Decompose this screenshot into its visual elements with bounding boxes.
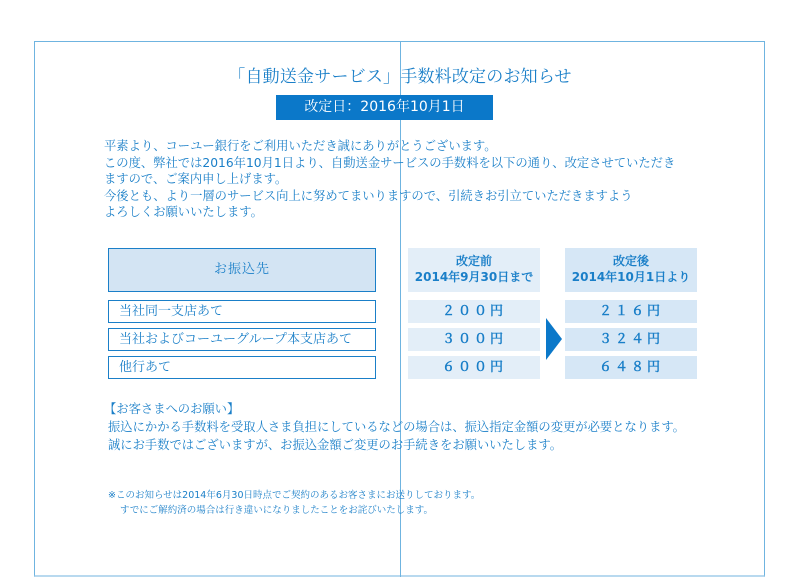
destination-row-group-branches: 当社およびコーユーグループ本支店あて bbox=[108, 328, 376, 351]
footnote-line: すでにご解約済の場合は行き違いになりましたことをお詫びいたします。 bbox=[120, 505, 434, 516]
fee-after-other-banks: ６４８円 bbox=[565, 356, 697, 379]
after-revision-period: 2014年10月1日より bbox=[571, 270, 691, 284]
fee-before-other-banks: ６００円 bbox=[408, 356, 540, 379]
intro-line: この度、弊社では2016年10月1日より、自動送金サービスの手数料を以下の通り、改定させていただき bbox=[104, 155, 676, 170]
customer-notice-line: 振込にかかる手数料を受取人さま負担にしているなどの場合は、振込指定金額の変更が必要となります。 bbox=[108, 420, 685, 434]
destination-row-same-branch: 当社同一支店あて bbox=[108, 300, 376, 323]
destination-row-other-banks: 他行あて bbox=[108, 356, 376, 379]
customer-notice bbox=[104, 400, 685, 454]
fee-before-group-branches: ３００円 bbox=[408, 328, 540, 351]
customer-notice-heading: 【お客さまへのお願い】 bbox=[104, 402, 240, 416]
intro-paragraph bbox=[104, 138, 724, 221]
intro-line: 今後とも、より一層のサービス向上に努めてまいりますので、引続きお引立ていただきますよう bbox=[104, 188, 633, 203]
footnote-line: ※このお知らせは2014年6月30日時点でご契約のあるお客さまにお送りしております。 bbox=[108, 490, 481, 501]
before-revision-header bbox=[408, 248, 540, 292]
fee-before-same-branch: ２００円 bbox=[408, 300, 540, 323]
revision-date-banner: 改定日：2016年10月1日 bbox=[276, 95, 493, 120]
after-revision-label: 改定後 bbox=[612, 254, 649, 268]
before-revision-period: 2014年9月30日まで bbox=[414, 270, 534, 284]
footnote bbox=[108, 488, 480, 518]
fee-after-same-branch: ２１６円 bbox=[565, 300, 697, 323]
destination-header: お振込先 bbox=[108, 248, 376, 292]
intro-line: よろしくお願いいたします。 bbox=[104, 205, 263, 220]
after-revision-header bbox=[565, 248, 697, 292]
before-revision-label: 改定前 bbox=[455, 254, 492, 268]
intro-line: 平素より、コーユー銀行をご利用いただき誠にありがとうございます。 bbox=[104, 139, 497, 153]
arrow-right-icon bbox=[546, 318, 562, 360]
customer-notice-line: 誠にお手数ではございますが、お振込金額ご変更のお手続きをお願いいたします。 bbox=[108, 438, 563, 452]
notice-title: 「自動送金サービス」手数料改定のお知らせ bbox=[228, 67, 572, 87]
fee-after-group-branches: ３２４円 bbox=[565, 328, 697, 351]
intro-line: ますので、ご案内申し上げます。 bbox=[104, 172, 288, 187]
